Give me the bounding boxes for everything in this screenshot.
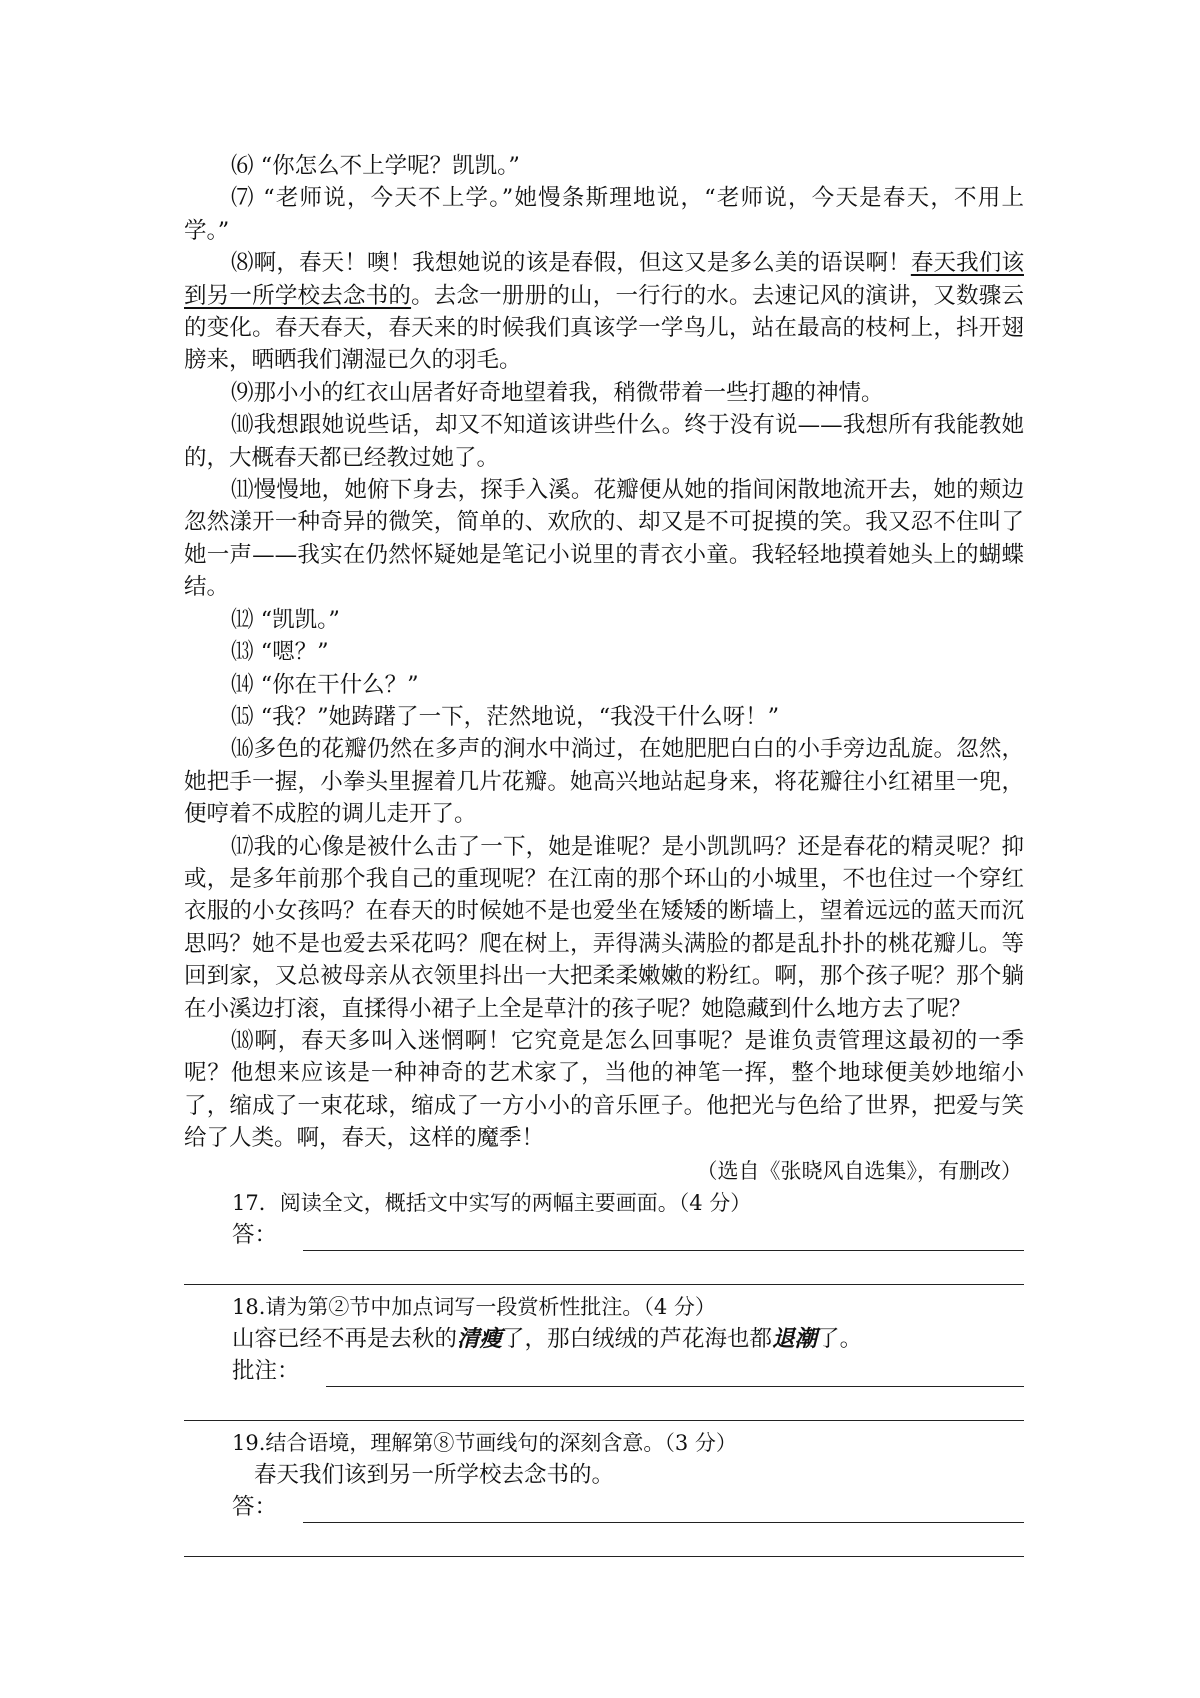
paragraph-number: ⒂ <box>231 703 254 730</box>
question-19-title: 19.结合语境，理解第⑧节画线句的深刻含意。（3 分） <box>232 1431 737 1455</box>
quote-text: 了。 <box>817 1326 863 1352</box>
answer-line[interactable] <box>303 1228 1024 1251</box>
paragraph-number: ⑼ <box>231 379 254 406</box>
question-18-answer-row-2 <box>184 1387 1024 1421</box>
underlined-sentence: 春天我们该到另一所学校去念书的 <box>184 250 1024 309</box>
paragraph-text: “你在干什么？” <box>260 671 419 698</box>
annotation-label: 批注： <box>232 1358 300 1384</box>
question-18-title: 18.请为第②节中加点词写一段赏析性批注。（4 分） <box>232 1295 716 1319</box>
paragraph-number: ⑽ <box>231 412 254 439</box>
question-19 <box>184 1427 1024 1557</box>
paragraph-text: 多色的花瓣仍然在多声的涧水中淌过，在她肥肥白白的小手旁边乱旋。忽然，她把手一握，小拳头里握着几片花瓣。她高兴地站起身来，将花瓣往小红裙里一兜，便哼着不成腔的调儿走开了。 <box>184 736 1024 828</box>
paragraph-text: 我想跟她说些话，却又不知道该讲些什么。终于没有说——我想所有我能教她的，大概春天都已经教过她了。 <box>184 412 1024 471</box>
paragraph-text: “嗯？” <box>260 639 329 666</box>
question-18 <box>184 1291 1024 1421</box>
question-17 <box>184 1187 1024 1285</box>
paragraph-12 <box>184 604 1024 636</box>
paragraph-text: 慢慢地，她俯下身去，探手入溪。花瓣便从她的指间闲散地流开去，她的颊边忽然漾开一种奇异的微笑，简单的、欢欣的、却又是不可捉摸的笑。我又忍不住叫了她一声——我实在仍然怀疑她是笔记小说里的青衣小童。我轻轻地摸着她头上的蝴蝶结。 <box>184 477 1024 601</box>
paragraph-number: ⒄ <box>231 833 254 860</box>
answer-label: 答： <box>232 1494 278 1520</box>
document-page <box>184 150 1024 1557</box>
paragraph-number: ⑾ <box>231 477 254 504</box>
paragraph-text: 啊，春天！噢！我想她说的该是春假，但这又是多么美的语误啊！ <box>253 250 911 277</box>
question-19-answer-row-2 <box>184 1523 1024 1557</box>
paragraph-number: ⑿ <box>231 606 254 633</box>
paragraph-number: ⒁ <box>231 671 254 698</box>
paragraph-text: “你怎么不上学呢？凯凯。” <box>260 153 520 179</box>
quote-text: 了，那白绒绒的芦花海也都 <box>502 1326 773 1352</box>
answer-line[interactable] <box>303 1500 1024 1523</box>
dotted-word: 清瘦 <box>457 1326 503 1352</box>
paragraph-7 <box>184 182 1024 247</box>
question-19-answer-row <box>184 1491 1024 1523</box>
paragraph-9 <box>184 377 1024 409</box>
answer-line[interactable] <box>184 1420 1024 1421</box>
paragraph-6 <box>184 150 1024 182</box>
paragraph-text: 我的心像是被什么击了一下，她是谁呢？是小凯凯吗？还是春花的精灵呢？抑或，是多年前那个我自己的重现呢？在江南的那个环山的小城里，不也住过一个穿红衣服的小女孩吗？在春天的时候她不是也爱坐在矮矮的断墙上，望着远远的蓝天而沉思吗？她不是也爱去采花吗？爬在树上，弄得满头满脸的都是乱扑扑的桃花瓣儿。等回到家，又总被母亲从衣领里抖出一大把柔柔嫩嫩的粉红。啊，那个孩子呢？那个躺在小溪边打滚，直揉得小裙子上全是草汁的孩子呢？她隐藏到什么地方去了呢？ <box>184 833 1024 1022</box>
question-18-answer-row <box>184 1355 1024 1387</box>
paragraph-15 <box>184 701 1024 733</box>
question-17-answer-row <box>184 1219 1024 1251</box>
answer-line[interactable] <box>184 1284 1024 1285</box>
paragraph-text: “我？”她踌躇了一下，茫然地说，“我没干什么呀！” <box>260 703 780 730</box>
paragraph-text: 。去念一册册的山，一行行的水。去速记风的演讲，又数骤云的变化。春天春天，春天来的时候我们真该学一学鸟儿，站在最高的枝柯上，抖开翅膀来，晒晒我们潮湿已久的羽毛。 <box>184 282 1024 374</box>
paragraph-number: ⑺ <box>231 185 255 212</box>
paragraph-17 <box>184 831 1024 1025</box>
question-19-quote: 春天我们该到另一所学校去念书的。 <box>254 1462 615 1488</box>
paragraph-number: ⒃ <box>231 736 254 763</box>
paragraph-number: ⒀ <box>231 639 254 666</box>
paragraph-number: ⑻ <box>231 250 254 277</box>
answer-label: 答： <box>232 1222 278 1248</box>
paragraph-text: 啊，春天多叫入迷惘啊！它究竟是怎么回事呢？是谁负责管理这最初的一季呢？他想来应该是一种神奇的艺术家了，当他的神笔一挥，整个地球便美妙地缩小了，缩成了一束花球，缩成了一方小小的音乐匣子。他把光与色给了世界，把爱与笑给了人类。啊，春天，这样的魔季！ <box>184 1027 1024 1152</box>
answer-line[interactable] <box>326 1364 1024 1387</box>
question-17-answer-row-2 <box>184 1251 1024 1285</box>
paragraph-13 <box>184 636 1024 668</box>
question-17-title: 17．阅读全文，概括文中实写的两幅主要画面。（4 分） <box>232 1191 752 1215</box>
dotted-word: 退潮 <box>772 1326 818 1352</box>
paragraph-11 <box>184 474 1024 604</box>
paragraph-8 <box>184 247 1024 377</box>
paragraph-18 <box>184 1025 1024 1155</box>
paragraph-16 <box>184 733 1024 830</box>
paragraph-14 <box>184 669 1024 701</box>
paragraph-text: 那小小的红衣山居者好奇地望着我，稍微带着一些打趣的神情。 <box>253 379 884 406</box>
paragraph-number: ⒅ <box>231 1027 255 1054</box>
paragraph-10 <box>184 409 1024 474</box>
paragraph-number: ⑹ <box>231 153 254 179</box>
question-18-quote <box>184 1323 1024 1355</box>
paragraph-text: “老师说，今天不上学。”她慢条斯理地说，“老师说，今天是春天，不用上学。” <box>184 185 1024 244</box>
answer-line[interactable] <box>184 1556 1024 1557</box>
source-citation: （选自《张晓风自选集》，有删改） <box>696 1158 1022 1183</box>
quote-text: 山容已经不再是去秋的 <box>232 1326 458 1352</box>
paragraph-text: “凯凯。” <box>260 606 340 633</box>
